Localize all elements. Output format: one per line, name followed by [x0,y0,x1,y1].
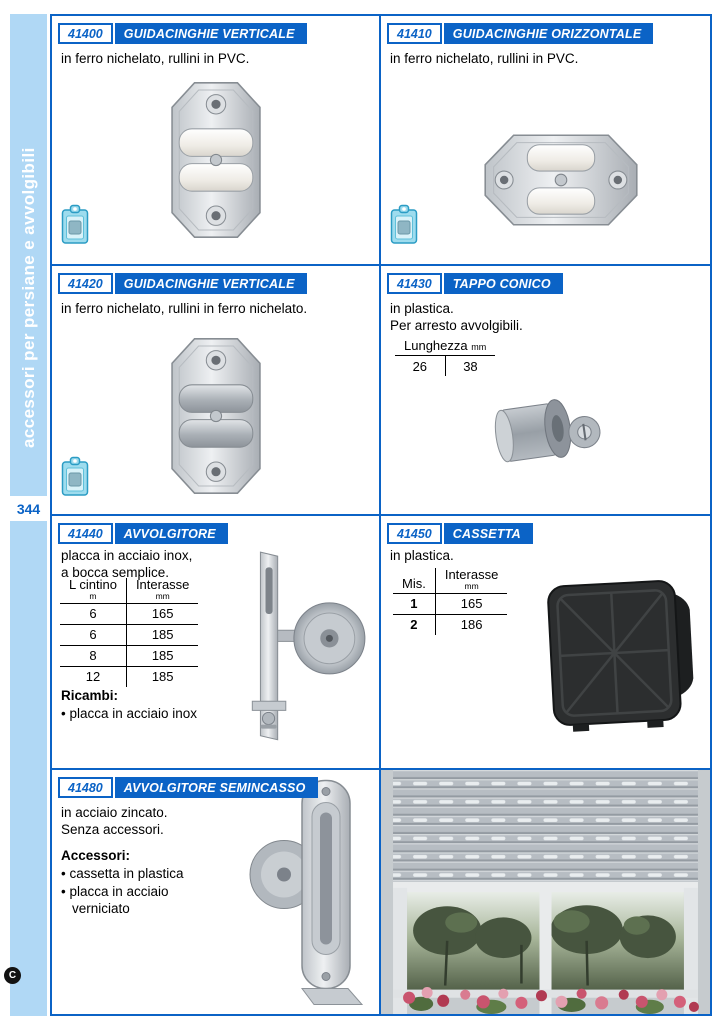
product-cell-41480 [52,770,381,1014]
list-item: • placca in acciaio verniciato [61,883,169,917]
cell-value: 6 [60,624,126,645]
page-number: 344 [10,496,47,521]
table-header-row [60,578,198,603]
package-icon [60,456,90,498]
product-description: placca in acciaio inox, a bocca semplice. [61,548,193,581]
product-cell-41440 [52,516,381,770]
photo-cell [381,770,710,1014]
product-code: 41400 [58,23,113,44]
cell-header [58,273,307,294]
cell-header [58,777,318,798]
product-code: 41440 [58,523,113,544]
cell-value: 38 [445,356,495,377]
cell-value: 26 [395,356,445,377]
product-grid [50,14,712,1016]
package-icon [389,204,419,246]
product-photo-roller-shutter-window [381,770,710,1014]
spec-table-avvolgitore [60,578,198,687]
product-code: 41480 [58,777,113,798]
cell-value: 185 [126,645,198,666]
product-image-cassetta [547,572,703,740]
product-code: 41430 [387,273,442,294]
product-description: in acciaio zincato. Senza accessori. [61,805,168,838]
product-title: AVVOLGITORE [115,523,228,544]
sidebar [10,14,47,1016]
column-header: L cintino [69,577,117,592]
list-item: • placca in acciaio inox [61,706,198,721]
table-row [60,645,198,666]
cell-value: 185 [126,624,198,645]
product-description: in ferro nichelato, rullini in PVC. [61,51,250,66]
column-header: Mis. [402,576,426,592]
cell-value: 8 [60,645,126,666]
product-cell-41430 [381,266,710,516]
product-title: GUIDACINGHIE VERTICALE [115,23,307,44]
product-title: GUIDACINGHIE VERTICALE [115,273,307,294]
table-header-row [393,568,507,593]
product-title: GUIDACINGHIE ORIZZONTALE [444,23,654,44]
product-title: TAPPO CONICO [444,273,563,294]
cell-header [58,523,228,544]
product-description: in ferro nichelato, rullini in ferro nichelato. [61,301,308,316]
product-image-tappo-conico [483,376,623,481]
cell-value: 165 [435,593,507,614]
column-header: Lunghezza [404,338,468,353]
column-unit: mm [471,342,487,352]
spec-table-lunghezza [395,338,495,376]
product-cell-41450 [381,516,710,770]
sidebar-category-label: accessori per persiane e avvolgibili [19,147,38,449]
product-image-guidacinghie-verticale-ferro [170,336,262,496]
list-item: • cassetta in plastica [61,866,184,881]
product-image-avvolgitore-semincasso [248,774,376,1010]
table-row [60,624,198,645]
column-unit: mm [464,580,479,591]
product-description: in ferro nichelato, rullini in PVC. [390,51,579,66]
product-image-guidacinghie-verticale-pvc [170,80,262,240]
column-header: Interasse [444,567,499,582]
roller-shutter-curtain [393,770,698,882]
product-title: AVVOLGITORE SEMINCASSO [115,777,318,798]
table-row [60,666,198,687]
table-row [393,593,507,614]
product-title: CASSETTA [444,523,533,544]
cell-header [58,23,307,44]
table-header-row [395,338,495,356]
cell-header [387,23,653,44]
cell-value: 185 [126,666,198,687]
cell-value: 12 [60,666,126,687]
cell-value: 6 [60,603,126,624]
column-unit: mm [155,590,170,601]
ricambi-list [61,705,197,723]
product-cell-41410 [381,16,710,266]
accessori-label: Accessori: [61,848,131,863]
product-image-avvolgitore [230,548,372,748]
table-row [60,603,198,624]
product-cell-41400 [52,16,381,266]
cell-value: 1 [393,593,435,614]
product-image-guidacinghie-orizzontale [481,130,641,230]
table-row [393,614,507,635]
product-code: 41410 [387,23,442,44]
spec-table-cassetta [393,568,507,635]
column-header: Interasse [135,577,190,592]
product-description: in plastica. Per arresto avvolgibili. [390,301,523,334]
product-cell-41420 [52,266,381,516]
cell-value: 165 [126,603,198,624]
package-icon [60,204,90,246]
ricambi-label: Ricambi: [61,688,119,703]
product-code: 41450 [387,523,442,544]
cell-header [387,523,533,544]
copyright-icon: C [4,967,21,984]
cell-value: 2 [393,614,435,635]
table-row [395,356,495,377]
cell-header [387,273,563,294]
product-description: in plastica. [390,548,454,563]
cell-value: 186 [435,614,507,635]
accessori-list [61,865,213,918]
product-code: 41420 [58,273,113,294]
column-unit: m [89,590,97,601]
